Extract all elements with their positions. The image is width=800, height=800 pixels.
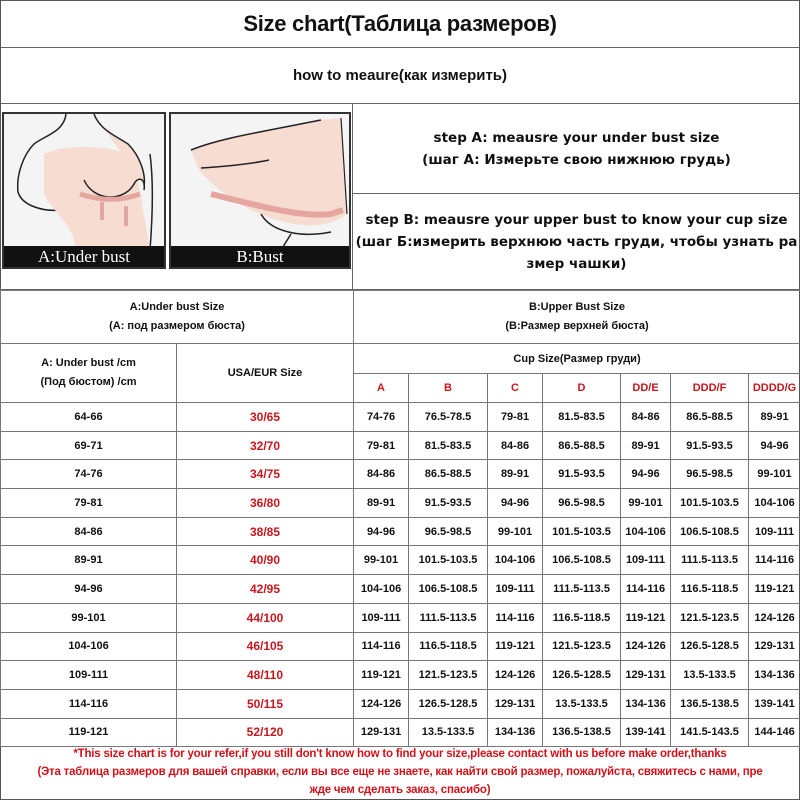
cup-measure-cell: 101.5-103.5: [671, 489, 749, 518]
band-size-cell: 52/120: [177, 718, 354, 747]
cup-measure-cell: 96.5-98.5: [543, 489, 621, 518]
cup-measure-cell: 119-121: [621, 603, 671, 632]
cup-measure-cell: 104-106: [621, 517, 671, 546]
cup-measure-cell: 96.5-98.5: [671, 460, 749, 489]
cup-header-dddd-g: DDDD/G: [749, 374, 800, 403]
cup-measure-cell: 129-131: [354, 718, 409, 747]
cup-measure-cell: 91.5-93.5: [409, 489, 488, 518]
cup-measure-cell: 139-141: [749, 689, 800, 718]
disclaimer-russian: (Эта таблица размеров для вашей справки, если вы все еще не знаете, как найти свой размер, пожалуйста, свяжитесь с нами, пре: [37, 765, 763, 778]
cup-measure-cell: 106.5-108.5: [543, 546, 621, 575]
cup-measure-cell: 136.5-138.5: [543, 718, 621, 747]
measure-illustrations: [0, 104, 353, 290]
cup-measure-cell: 101.5-103.5: [409, 546, 488, 575]
under-bust-cell: 89-91: [1, 546, 177, 575]
cup-measure-cell: 99-101: [488, 517, 543, 546]
under-bust-cell: 104-106: [1, 632, 177, 661]
size-disclaimer: [0, 743, 800, 800]
cup-measure-cell: 119-121: [749, 575, 800, 604]
cup-measure-cell: 116.5-118.5: [409, 632, 488, 661]
cup-measure-cell: 104-106: [749, 489, 800, 518]
cup-measure-cell: 89-91: [354, 489, 409, 518]
cup-measure-cell: 81.5-83.5: [543, 403, 621, 432]
step-b: [353, 194, 800, 290]
table-row: [1, 403, 800, 432]
cup-measure-cell: 124-126: [488, 661, 543, 690]
cup-measure-cell: 109-111: [488, 575, 543, 604]
band-size-cell: 30/65: [177, 403, 354, 432]
under-bust-cell: 84-86: [1, 517, 177, 546]
step-b-russian-cont: змер чашки): [526, 256, 627, 272]
under-bust-caption: A:Under bust: [4, 246, 164, 267]
table-row: [1, 517, 800, 546]
cup-measure-cell: 109-111: [621, 546, 671, 575]
cup-measure-cell: 114-116: [621, 575, 671, 604]
cup-measure-cell: 116.5-118.5: [671, 575, 749, 604]
band-size-cell: 34/75: [177, 460, 354, 489]
cup-measure-cell: 111.5-113.5: [671, 546, 749, 575]
band-size-cell: 36/80: [177, 489, 354, 518]
under-bust-cell: 64-66: [1, 403, 177, 432]
under-bust-cell: 79-81: [1, 489, 177, 518]
cup-measure-cell: 89-91: [749, 403, 800, 432]
disclaimer-russian-cont: жде чем сделать заказ, спасибо): [309, 783, 491, 796]
cup-measure-cell: 79-81: [488, 403, 543, 432]
cup-measure-cell: 114-116: [749, 546, 800, 575]
cup-measure-cell: 94-96: [354, 517, 409, 546]
cup-header-d: D: [543, 374, 621, 403]
cup-measure-cell: 124-126: [354, 689, 409, 718]
cup-measure-cell: 101.5-103.5: [543, 517, 621, 546]
band-size-cell: 46/105: [177, 632, 354, 661]
under-bust-group-header: A:Under bust Size (A: под размером бюста): [1, 291, 354, 344]
cup-measure-cell: 121.5-123.5: [543, 632, 621, 661]
cup-measure-cell: 114-116: [354, 632, 409, 661]
cup-measure-cell: 86.5-88.5: [543, 431, 621, 460]
under-bust-cell: 119-121: [1, 718, 177, 747]
how-to-measure-section: [0, 104, 800, 290]
table-row: [1, 431, 800, 460]
step-a-english: step A: meausre your under bust size: [433, 129, 720, 146]
cup-measure-cell: 96.5-98.5: [409, 517, 488, 546]
cup-measure-cell: 13.5-133.5: [409, 718, 488, 747]
under-bust-cell: 114-116: [1, 689, 177, 718]
table-row: [1, 632, 800, 661]
cup-measure-cell: 126.5-128.5: [671, 632, 749, 661]
cup-header-b: B: [409, 374, 488, 403]
cup-measure-cell: 111.5-113.5: [543, 575, 621, 604]
upper-bust-group-header: B:Upper Bust Size (B:Размер верхней бюста): [354, 291, 800, 344]
table-row: [1, 575, 800, 604]
under-bust-column-header: A: Under bust /cm (Под бюстом) /cm: [1, 344, 177, 403]
measure-steps: [353, 104, 800, 290]
cup-measure-cell: 121.5-123.5: [409, 661, 488, 690]
bust-caption: B:Bust: [171, 246, 349, 267]
band-size-cell: 50/115: [177, 689, 354, 718]
cup-measure-cell: 121.5-123.5: [671, 603, 749, 632]
cup-measure-cell: 116.5-118.5: [543, 603, 621, 632]
cup-measure-cell: 79-81: [354, 431, 409, 460]
cup-measure-cell: 86.5-88.5: [671, 403, 749, 432]
cup-measure-cell: 91.5-93.5: [671, 431, 749, 460]
table-row: [1, 489, 800, 518]
cup-measure-cell: 89-91: [488, 460, 543, 489]
cup-measure-cell: 86.5-88.5: [409, 460, 488, 489]
under-bust-illustration: [2, 112, 166, 269]
table-row: [1, 689, 800, 718]
cup-header-c: C: [488, 374, 543, 403]
how-to-measure-heading: how to meaure(как измерить): [0, 48, 800, 104]
cup-measure-cell: 94-96: [488, 489, 543, 518]
table-row: [1, 661, 800, 690]
cup-measure-cell: 129-131: [749, 632, 800, 661]
cup-measure-cell: 126.5-128.5: [543, 661, 621, 690]
usa-eur-size-column-header: USA/EUR Size: [177, 344, 354, 403]
band-size-cell: 38/85: [177, 517, 354, 546]
cup-measure-cell: 126.5-128.5: [409, 689, 488, 718]
cup-measure-cell: 111.5-113.5: [409, 603, 488, 632]
under-bust-cell: 94-96: [1, 575, 177, 604]
under-bust-cell: 74-76: [1, 460, 177, 489]
cup-measure-cell: 136.5-138.5: [671, 689, 749, 718]
under-bust-cell: 99-101: [1, 603, 177, 632]
bust-illustration: [169, 112, 351, 269]
cup-measure-cell: 134-136: [749, 661, 800, 690]
cup-measure-cell: 94-96: [749, 431, 800, 460]
cup-header-dd-e: DD/E: [621, 374, 671, 403]
band-size-cell: 40/90: [177, 546, 354, 575]
size-table: [0, 290, 800, 747]
cup-measure-cell: 76.5-78.5: [409, 403, 488, 432]
step-a: [353, 104, 800, 194]
band-size-cell: 32/70: [177, 431, 354, 460]
cup-measure-cell: 134-136: [621, 689, 671, 718]
under-bust-cell: 109-111: [1, 661, 177, 690]
step-b-english: step B: meausre your upper bust to know your cup size: [365, 212, 788, 228]
cup-measure-cell: 99-101: [621, 489, 671, 518]
cup-measure-cell: 134-136: [488, 718, 543, 747]
table-row: [1, 546, 800, 575]
torso-front-icon: [4, 114, 166, 250]
cup-header-a: A: [354, 374, 409, 403]
band-size-cell: 44/100: [177, 603, 354, 632]
cup-header-ddd-f: DDD/F: [671, 374, 749, 403]
disclaimer-english: *This size chart is for your refer,if you still don't know how to find your size,please contact with us before make order,thanks: [73, 747, 727, 760]
band-size-cell: 42/95: [177, 575, 354, 604]
cup-measure-cell: 99-101: [749, 460, 800, 489]
cup-size-header: Cup Size(Размер груди): [354, 344, 800, 374]
cup-measure-cell: 99-101: [354, 546, 409, 575]
size-table-body: [1, 403, 800, 747]
step-a-russian: (шаг A: Измерьте свою нижнюю грудь): [422, 151, 731, 168]
cup-measure-cell: 129-131: [621, 661, 671, 690]
cup-measure-cell: 84-86: [488, 431, 543, 460]
torso-side-icon: [171, 114, 351, 250]
cup-measure-cell: 119-121: [488, 632, 543, 661]
cup-measure-cell: 141.5-143.5: [671, 718, 749, 747]
table-row: [1, 460, 800, 489]
cup-measure-cell: 106.5-108.5: [409, 575, 488, 604]
cup-measure-cell: 89-91: [621, 431, 671, 460]
cup-measure-cell: 106.5-108.5: [671, 517, 749, 546]
cup-measure-cell: 114-116: [488, 603, 543, 632]
cup-measure-cell: 104-106: [488, 546, 543, 575]
cup-measure-cell: 124-126: [749, 603, 800, 632]
cup-measure-cell: 13.5-133.5: [671, 661, 749, 690]
under-bust-cell: 69-71: [1, 431, 177, 460]
cup-measure-cell: 94-96: [621, 460, 671, 489]
chart-title: Size chart(Таблица размеров): [0, 0, 800, 48]
cup-measure-cell: 104-106: [354, 575, 409, 604]
step-b-russian: (шаг Б:измерить верхнюю часть груди, чтобы узнать ра: [355, 234, 798, 250]
cup-measure-cell: 109-111: [354, 603, 409, 632]
cup-measure-cell: 81.5-83.5: [409, 431, 488, 460]
cup-measure-cell: 144-146: [749, 718, 800, 747]
cup-measure-cell: 139-141: [621, 718, 671, 747]
cup-measure-cell: 124-126: [621, 632, 671, 661]
cup-measure-cell: 119-121: [354, 661, 409, 690]
cup-measure-cell: 13.5-133.5: [543, 689, 621, 718]
cup-measure-cell: 109-111: [749, 517, 800, 546]
band-size-cell: 48/110: [177, 661, 354, 690]
cup-measure-cell: 129-131: [488, 689, 543, 718]
cup-measure-cell: 74-76: [354, 403, 409, 432]
table-row: [1, 603, 800, 632]
cup-measure-cell: 91.5-93.5: [543, 460, 621, 489]
cup-measure-cell: 84-86: [621, 403, 671, 432]
cup-measure-cell: 84-86: [354, 460, 409, 489]
